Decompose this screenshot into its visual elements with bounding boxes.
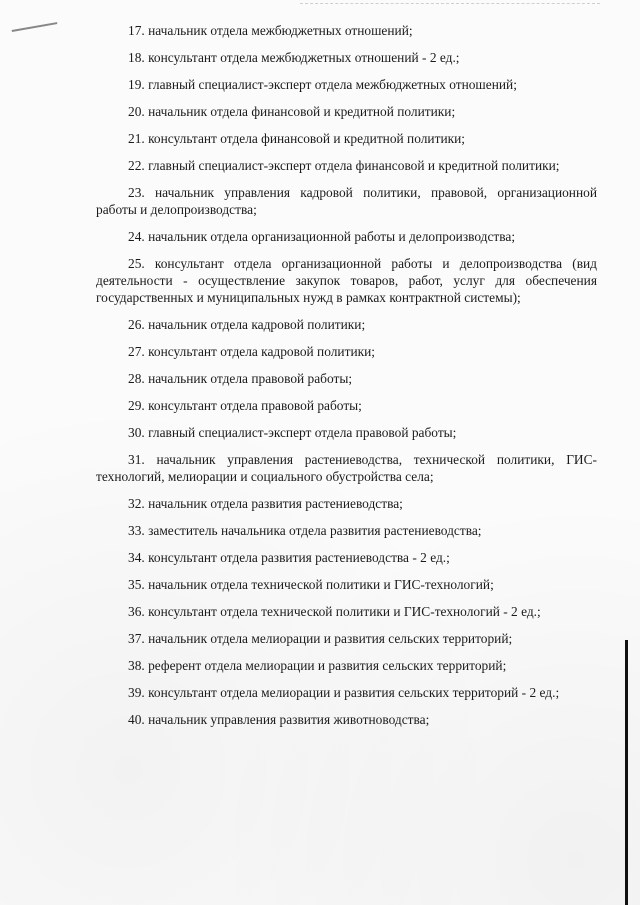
list-item: 23. начальник управления кадровой политики, правовой, организационной работы и делопроизводства; (96, 185, 597, 217)
list-item: 31. начальник управления растениеводства, технической политики, ГИС-технологий, мелиорации и социального обустройства села; (96, 452, 597, 484)
list-item: 18. консультант отдела межбюджетных отношений - 2 ед.; (128, 50, 460, 65)
list-item: 38. референт отдела мелиорации и развития сельских территорий; (128, 658, 507, 673)
scan-artifact-mark (12, 22, 59, 38)
list-item: 27. консультант отдела кадровой политики; (128, 344, 376, 359)
list-item: 20. начальник отдела финансовой и кредитной политики; (128, 104, 456, 119)
list-item: 25. консультант отдела организационной работы и делопроизводства (вид деятельности - осуществление закупок товаров, работ, услуг для обеспечения государственных и муниципальных нужд в рамках контрактной системы); (96, 256, 597, 305)
list-item: 22. главный специалист-эксперт отдела финансовой и кредитной политики; (128, 158, 560, 173)
list-item: 36. консультант отдела технической политики и ГИС-технологий - 2 ед.; (128, 604, 541, 619)
position-list (96, 22, 597, 738)
list-item: 30. главный специалист-эксперт отдела правовой работы; (128, 425, 457, 440)
list-item: 32. начальник отдела развития растениеводства; (128, 496, 403, 511)
list-item: 26. начальник отдела кадровой политики; (128, 317, 366, 332)
list-item: 34. консультант отдела развития растениеводства - 2 ед.; (128, 550, 450, 565)
scan-artifact-top (300, 3, 600, 6)
list-item: 28. начальник отдела правовой работы; (128, 371, 353, 386)
list-item: 24. начальник отдела организационной работы и делопроизводства; (128, 229, 516, 244)
list-item: 17. начальник отдела межбюджетных отношений; (128, 23, 413, 38)
scan-edge-bar (625, 640, 628, 905)
list-item: 40. начальник управления развития животноводства; (128, 712, 430, 727)
list-item: 35. начальник отдела технической политики и ГИС-технологий; (128, 577, 494, 592)
list-item: 19. главный специалист-эксперт отдела межбюджетных отношений; (128, 77, 517, 92)
list-item: 33. заместитель начальника отдела развития растениеводства; (128, 523, 482, 538)
list-item: 29. консультант отдела правовой работы; (128, 398, 362, 413)
list-item: 39. консультант отдела мелиорации и развития сельских территорий - 2 ед.; (128, 685, 560, 700)
list-item: 21. консультант отдела финансовой и кредитной политики; (128, 131, 466, 146)
list-item: 37. начальник отдела мелиорации и развития сельских территорий; (128, 631, 513, 646)
